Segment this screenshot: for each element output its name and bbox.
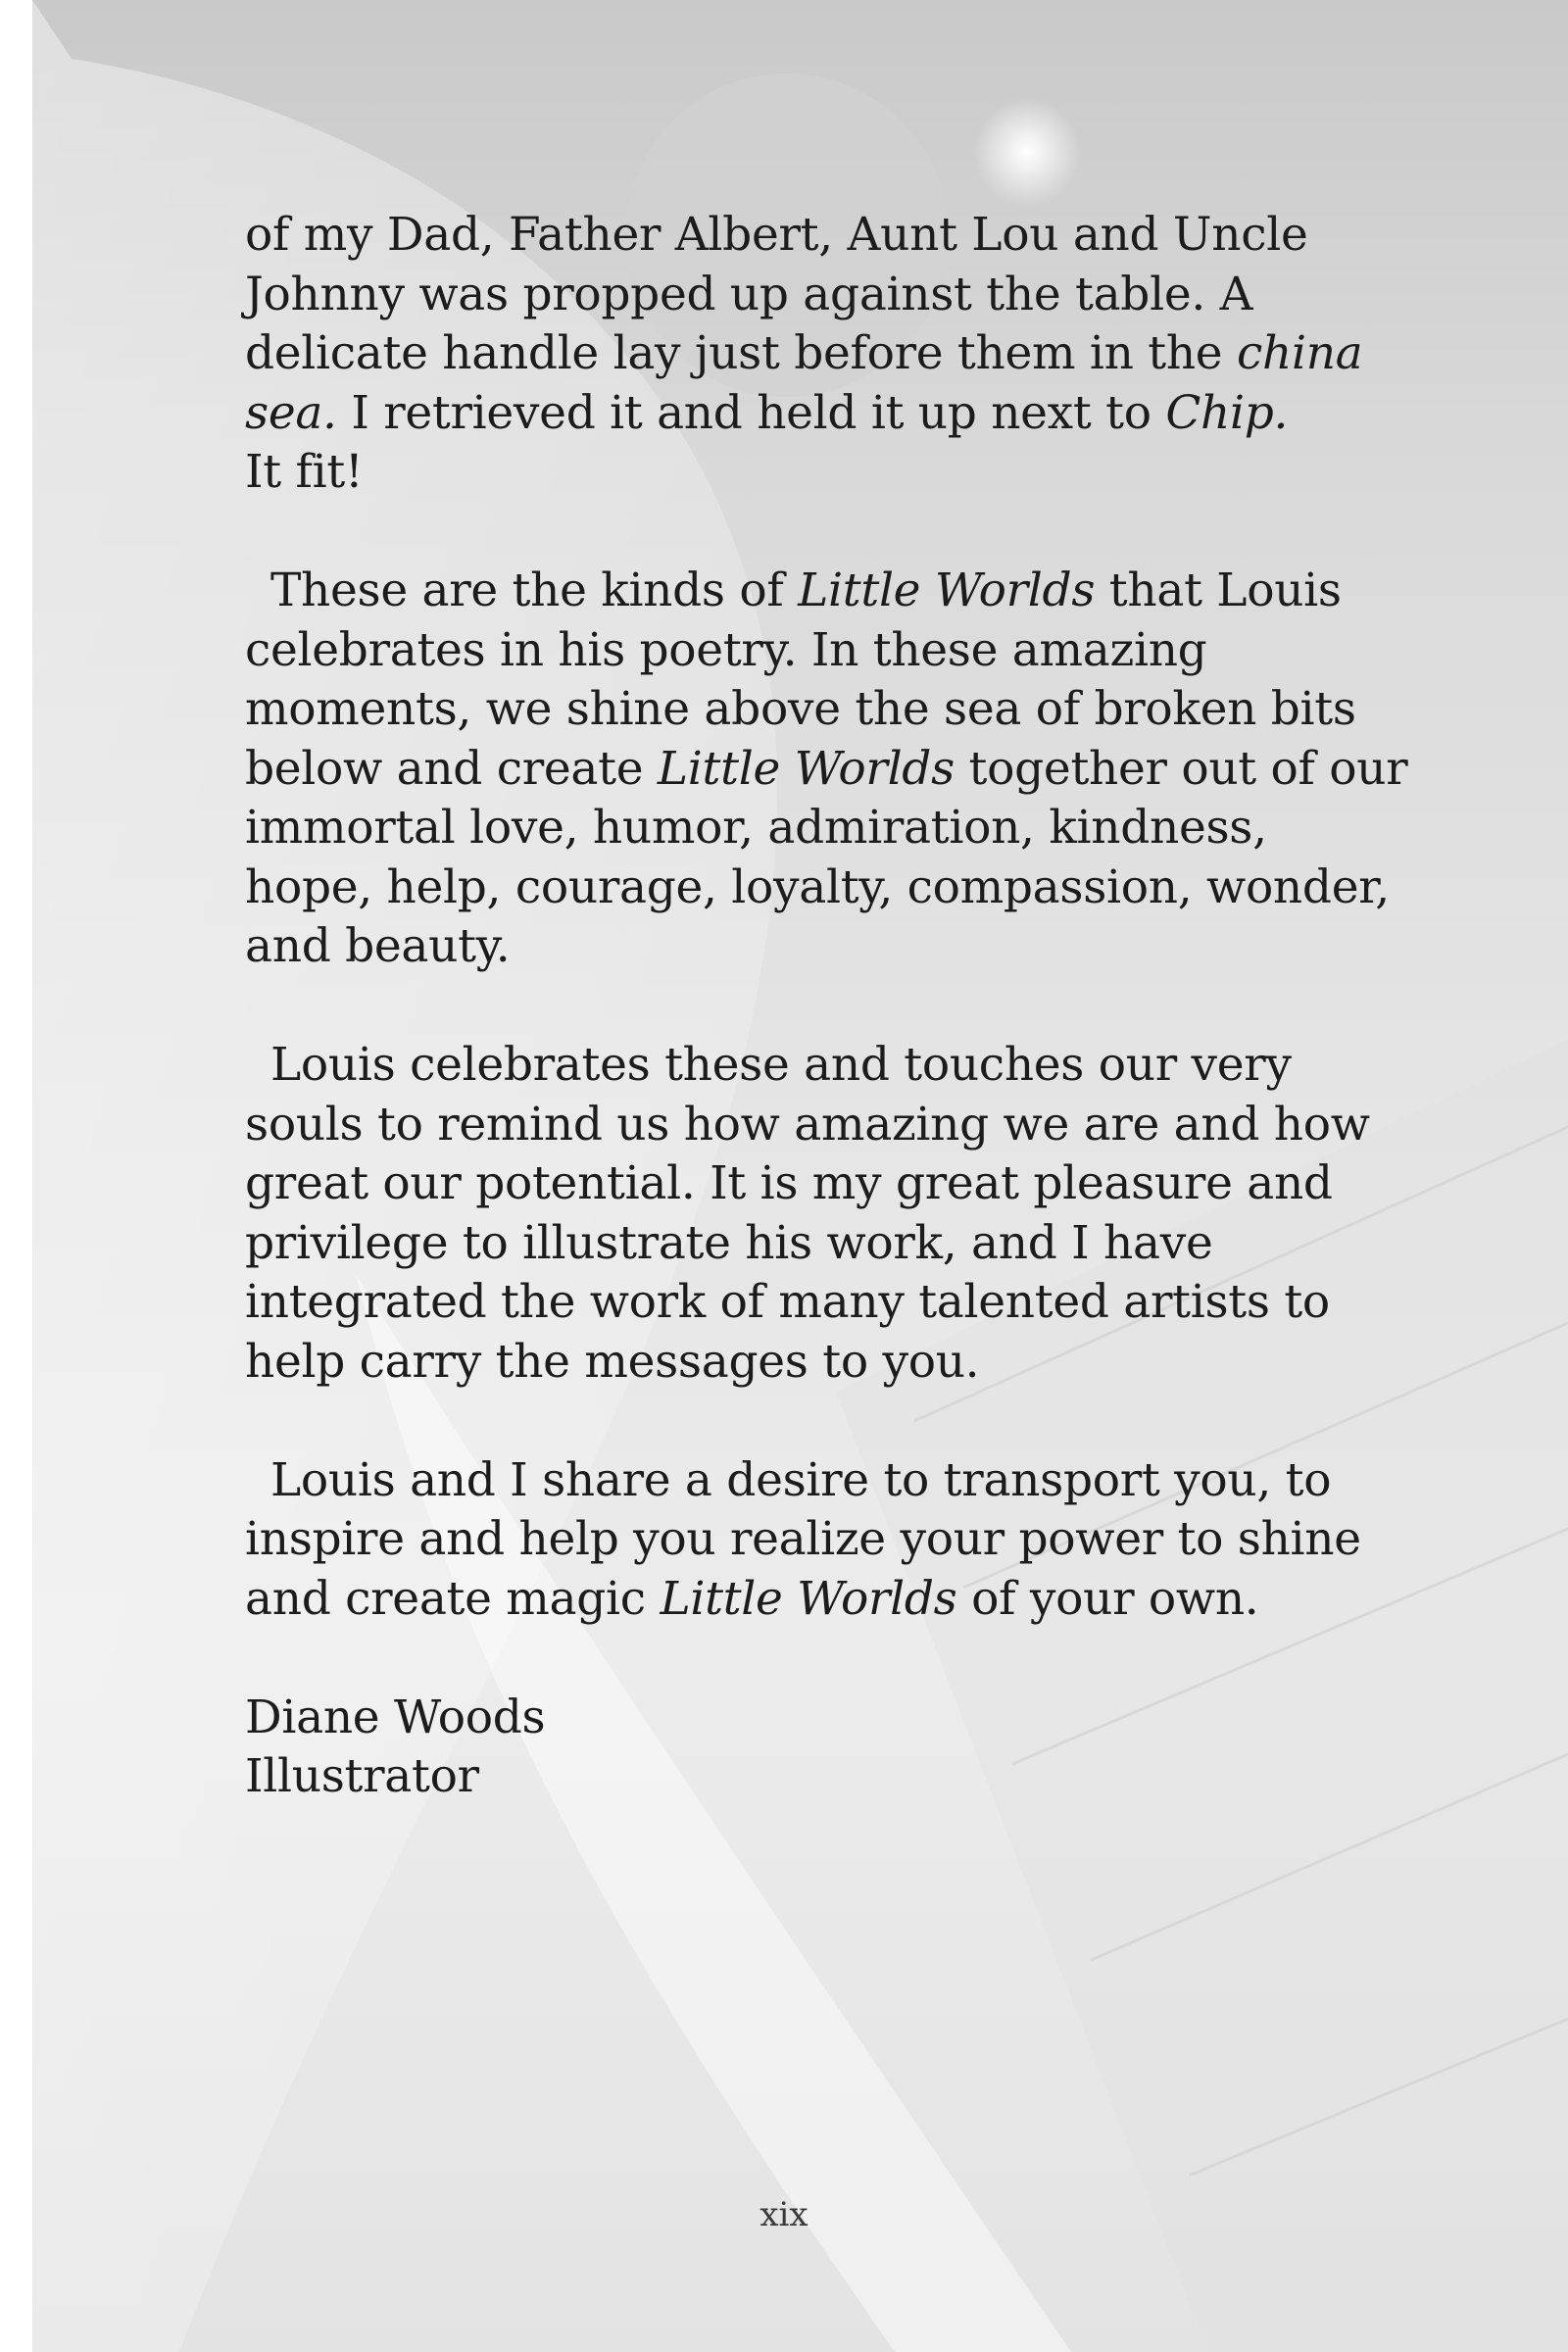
text-span: below and create — [245, 741, 658, 796]
text-line: Louis celebrates these and touches our very — [270, 1038, 1292, 1092]
italic-text: sea. — [245, 385, 337, 440]
page-number: xix — [760, 2195, 808, 2234]
text-line: and beauty. — [245, 919, 511, 973]
paragraph-gap — [245, 1629, 1421, 1689]
italic-text: Little Worlds — [660, 1571, 957, 1626]
signature-role: Illustrator — [245, 1749, 479, 1803]
text-line: privilege to illustrate his work, and I have — [245, 1215, 1213, 1270]
text-line — [245, 562, 1421, 621]
paragraph-2 — [245, 562, 1421, 977]
italic-text: Little Worlds — [657, 741, 955, 796]
paragraph-3 — [245, 1036, 1421, 1392]
text-line: immortal love, humor, admiration, kindness, — [245, 801, 1267, 855]
text-span: that Louis — [1095, 564, 1342, 617]
text-line: It fit! — [245, 445, 364, 499]
text-line: hope, help, courage, loyalty, compassion, wonder, — [245, 859, 1390, 914]
paragraph-1 — [245, 206, 1421, 503]
text-line: moments, we shine above the sea of broken bits — [245, 682, 1356, 736]
text-line — [245, 384, 1421, 444]
text-line: Johnny was propped up against the table. A — [245, 267, 1253, 321]
italic-text: china — [1236, 326, 1363, 380]
text-span: and create magic — [245, 1571, 661, 1626]
paragraph-4 — [245, 1451, 1421, 1630]
text-line: celebrates in his poetry. In these amazing — [245, 622, 1207, 677]
text-span: I retrieved it and held it up next to — [336, 385, 1166, 440]
italic-text: Little Worlds — [798, 564, 1096, 617]
signature — [245, 1689, 1421, 1807]
paragraph-gap — [245, 1392, 1421, 1451]
text-line: inspire and help you realize your power to shine — [245, 1512, 1361, 1566]
text-line: help carry the messages to you. — [245, 1334, 980, 1389]
text-span: delicate handle lay just before them in the — [245, 326, 1237, 380]
paragraph-gap — [245, 503, 1421, 563]
text-line — [245, 1570, 1421, 1630]
text-line: Louis and I share a desire to transport you, to — [270, 1452, 1332, 1507]
text-line: of my Dad, Father Albert, Aunt Lou and Uncle — [245, 208, 1308, 262]
signature-name: Diane Woods — [245, 1690, 546, 1744]
text-line — [245, 324, 1421, 384]
text-line — [245, 740, 1421, 800]
star-glow — [973, 98, 1081, 206]
text-line: great our potential. It is my great pleasure and — [245, 1156, 1333, 1210]
text-span: These are the kinds of — [270, 564, 799, 617]
text-span: of your own. — [956, 1571, 1259, 1626]
text-line: integrated the work of many talented artists to — [245, 1275, 1330, 1329]
text-line: souls to remind us how amazing we are and how — [245, 1097, 1370, 1152]
paragraph-gap — [245, 977, 1421, 1037]
italic-text: Chip. — [1165, 385, 1289, 440]
text-span: together out of our — [954, 741, 1408, 796]
main-text — [245, 206, 1421, 1807]
